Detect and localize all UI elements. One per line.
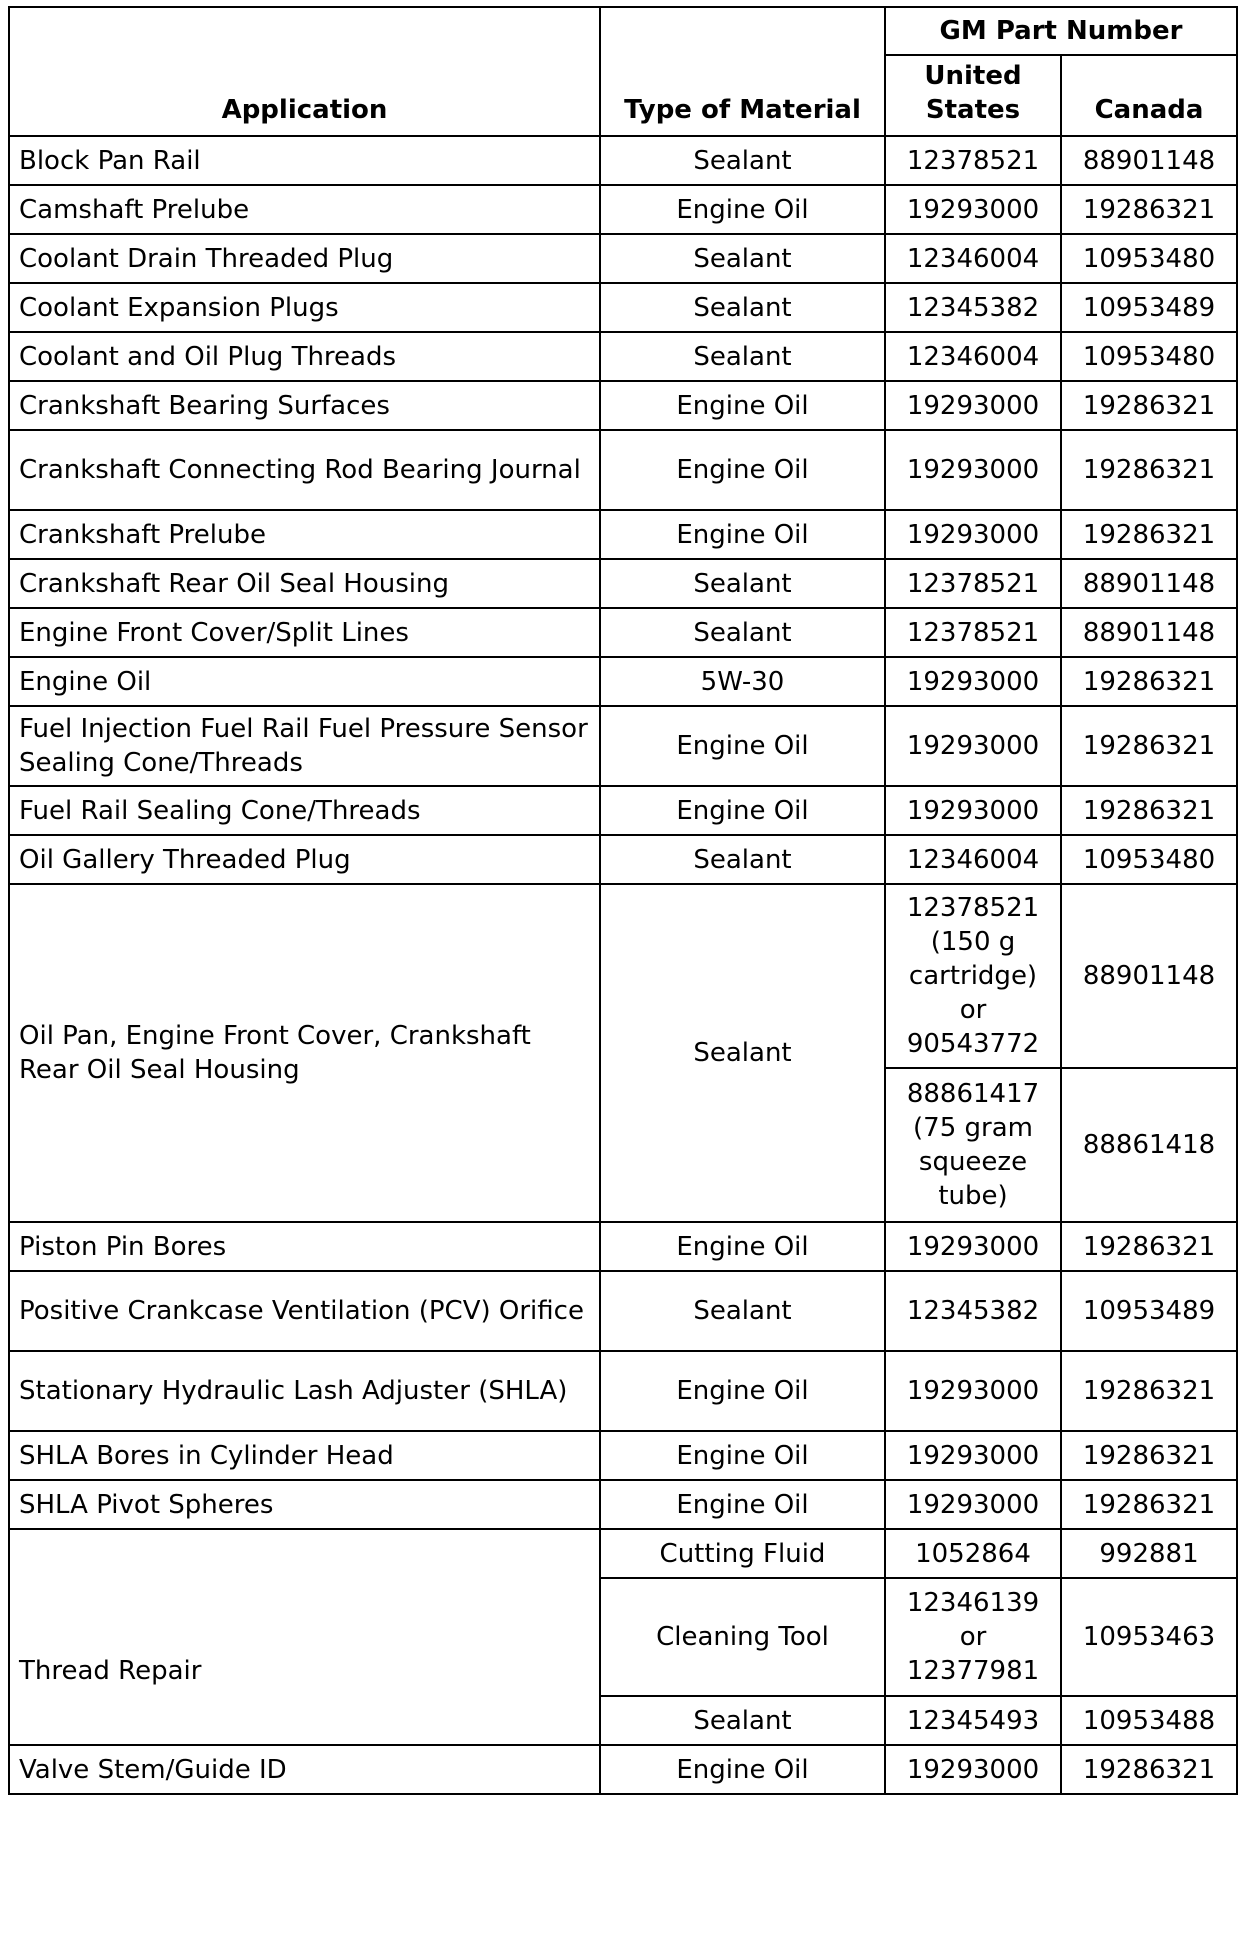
cell-application: Engine Front Cover/Split Lines [9,608,600,657]
cell-us-part: 19293000 [885,185,1061,234]
cell-canada-part: 992881 [1061,1529,1237,1578]
table-row [9,1745,1237,1794]
cell-application: Thread Repair [9,1529,600,1745]
cell-canada-part: 19286321 [1061,510,1237,559]
cell-canada-part: 19286321 [1061,1480,1237,1529]
cell-canada-part: 10953480 [1061,234,1237,283]
cell-us-part: 12346004 [885,332,1061,381]
cell-us-part: 12345382 [885,283,1061,332]
cell-us-part: 12378521 [885,136,1061,185]
cell-us-part: 19293000 [885,1480,1061,1529]
cell-canada-part: 19286321 [1061,1222,1237,1271]
cell-application: Block Pan Rail [9,136,600,185]
cell-material: Engine Oil [600,1431,885,1480]
cell-canada-part: 88901148 [1061,136,1237,185]
cell-material: Sealant [600,608,885,657]
header-application: Application [9,7,600,136]
table-row [9,657,1237,706]
cell-canada-part: 10953480 [1061,332,1237,381]
cell-us-part: 12345493 [885,1696,1061,1745]
cell-us-part: 19293000 [885,706,1061,786]
cell-application: Coolant and Oil Plug Threads [9,332,600,381]
table-row [9,430,1237,510]
cell-material: Cleaning Tool [600,1578,885,1696]
cell-material: Sealant [600,136,885,185]
cell-application: Fuel Rail Sealing Cone/Threads [9,786,600,835]
table-row [9,706,1237,786]
cell-us-part: 19293000 [885,381,1061,430]
table-header [9,7,1237,136]
cell-canada-part: 19286321 [1061,185,1237,234]
table-row [9,1222,1237,1271]
cell-canada-part: 10953489 [1061,1271,1237,1351]
cell-material: Engine Oil [600,381,885,430]
cell-application: SHLA Bores in Cylinder Head [9,1431,600,1480]
cell-material: Engine Oil [600,430,885,510]
cell-material: Sealant [600,1271,885,1351]
cell-us-part: 12378521 [885,608,1061,657]
cell-application: Valve Stem/Guide ID [9,1745,600,1794]
cell-canada-part: 10953489 [1061,283,1237,332]
table-row [9,1480,1237,1529]
cell-application: Piston Pin Bores [9,1222,600,1271]
header-united-states: United States [885,55,1061,136]
cell-material: Engine Oil [600,1222,885,1271]
cell-us-part: 19293000 [885,430,1061,510]
cell-canada-part: 19286321 [1061,786,1237,835]
cell-application: Stationary Hydraulic Lash Adjuster (SHLA) [9,1351,600,1431]
cell-canada-part: 10953488 [1061,1696,1237,1745]
cell-us-part: 19293000 [885,786,1061,835]
cell-application: Fuel Injection Fuel Rail Fuel Pressure Sensor Sealing Cone/Threads [9,706,600,786]
cell-us-part: 12345382 [885,1271,1061,1351]
cell-material: 5W-30 [600,657,885,706]
table-row [9,559,1237,608]
cell-canada-part: 19286321 [1061,1431,1237,1480]
cell-application: SHLA Pivot Spheres [9,1480,600,1529]
cell-material: Engine Oil [600,1480,885,1529]
cell-canada-part: 10953463 [1061,1578,1237,1696]
cell-material: Sealant [600,332,885,381]
cell-us-part: 19293000 [885,1745,1061,1794]
cell-us-part: 12378521 [885,559,1061,608]
cell-material: Engine Oil [600,786,885,835]
table-row [9,283,1237,332]
table-row [9,381,1237,430]
cell-us-part: 19293000 [885,1431,1061,1480]
cell-canada-part: 88901148 [1061,884,1237,1068]
cell-us-part: 19293000 [885,657,1061,706]
cell-us-part: 12346139 or 12377981 [885,1578,1061,1696]
header-gm-part-number: GM Part Number [885,7,1237,55]
cell-us-part: 12346004 [885,234,1061,283]
cell-canada-part: 19286321 [1061,657,1237,706]
cell-material: Sealant [600,283,885,332]
table-row [9,136,1237,185]
cell-material: Sealant [600,884,885,1222]
table-row [9,332,1237,381]
cell-material: Sealant [600,1696,885,1745]
table-row [9,884,1237,1068]
cell-material: Engine Oil [600,185,885,234]
cell-us-part: 12378521 (150 g cartridge) or 90543772 [885,884,1061,1068]
cell-application: Camshaft Prelube [9,185,600,234]
cell-application: Crankshaft Rear Oil Seal Housing [9,559,600,608]
cell-canada-part: 10953480 [1061,835,1237,884]
cell-material: Sealant [600,559,885,608]
cell-application: Crankshaft Connecting Rod Bearing Journal [9,430,600,510]
cell-material: Engine Oil [600,1745,885,1794]
cell-application: Positive Crankcase Ventilation (PCV) Orifice [9,1271,600,1351]
cell-us-part: 19293000 [885,1351,1061,1431]
table-row [9,786,1237,835]
cell-application: Crankshaft Prelube [9,510,600,559]
cell-canada-part: 19286321 [1061,1745,1237,1794]
cell-canada-part: 19286321 [1061,706,1237,786]
table-row [9,185,1237,234]
cell-material: Sealant [600,234,885,283]
cell-material: Sealant [600,835,885,884]
cell-application: Coolant Expansion Plugs [9,283,600,332]
cell-application: Oil Gallery Threaded Plug [9,835,600,884]
cell-application: Coolant Drain Threaded Plug [9,234,600,283]
header-canada: Canada [1061,55,1237,136]
cell-material: Cutting Fluid [600,1529,885,1578]
cell-application: Engine Oil [9,657,600,706]
cell-us-part: 88861417 (75 gram squeeze tube) [885,1068,1061,1222]
header-type-of-material: Type of Material [600,7,885,136]
cell-application: Oil Pan, Engine Front Cover, Crankshaft Rear Oil Seal Housing [9,884,600,1222]
table-body [9,136,1237,1794]
table-row [9,1529,1237,1578]
cell-material: Engine Oil [600,1351,885,1431]
cell-canada-part: 88901148 [1061,608,1237,657]
cell-us-part: 1052864 [885,1529,1061,1578]
table-row [9,835,1237,884]
gm-part-number-table [8,6,1238,1795]
cell-application: Crankshaft Bearing Surfaces [9,381,600,430]
table-row [9,510,1237,559]
table-row [9,1271,1237,1351]
cell-material: Engine Oil [600,706,885,786]
cell-canada-part: 88901148 [1061,559,1237,608]
table-row [9,1351,1237,1431]
cell-canada-part: 19286321 [1061,1351,1237,1431]
table-row [9,608,1237,657]
table-row [9,1431,1237,1480]
cell-canada-part: 19286321 [1061,381,1237,430]
cell-material: Engine Oil [600,510,885,559]
cell-us-part: 19293000 [885,1222,1061,1271]
cell-canada-part: 19286321 [1061,430,1237,510]
cell-canada-part: 88861418 [1061,1068,1237,1222]
cell-us-part: 12346004 [885,835,1061,884]
cell-us-part: 19293000 [885,510,1061,559]
table-row [9,234,1237,283]
